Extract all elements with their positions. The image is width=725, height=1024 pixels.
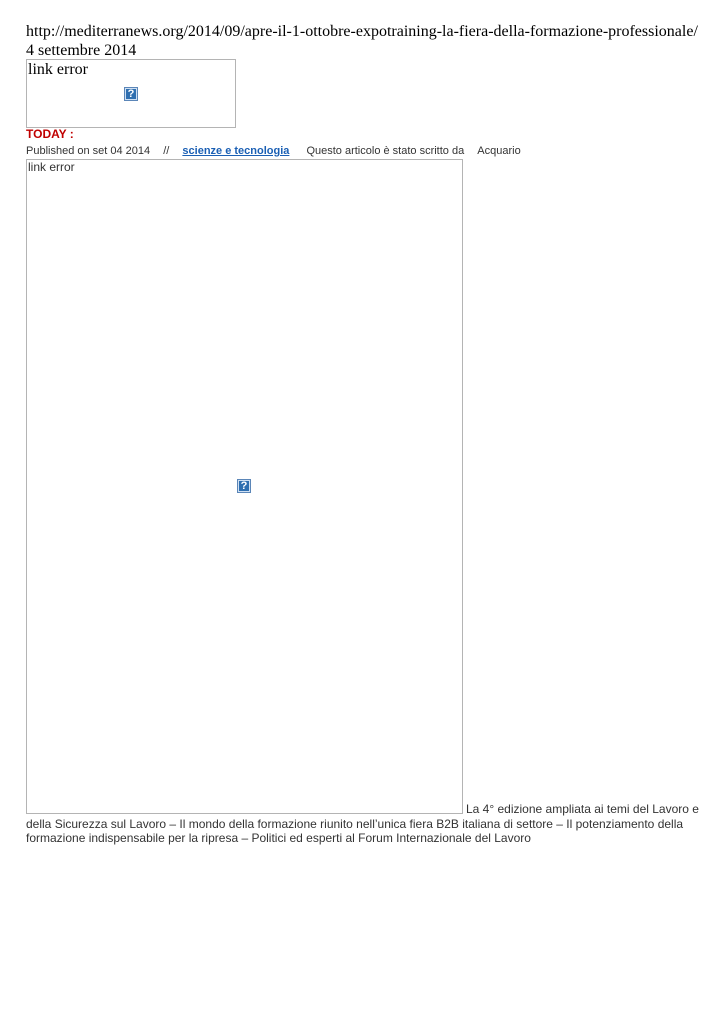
main-image-alt-text: link error [28, 160, 75, 174]
today-label: TODAY : [26, 127, 74, 141]
broken-image-icon: ? [237, 479, 251, 493]
lead-paragraph-first-line: La 4° edizione ampliata ai temi del Lavoro e [466, 802, 699, 816]
published-date: Published on set 04 2014 [26, 145, 151, 157]
lead-paragraph: della Sicurezza sul Lavoro – Il mondo della formazione riunito nell’unica fiera B2B italiana di settore – Il potenziamento della formazione indispensabile per la ripresa – Politici ed esperti al Forum Internazionale del Lavoro [26, 817, 684, 845]
main-image-placeholder [26, 159, 463, 814]
broken-image-icon: ? [124, 87, 138, 101]
article-date: 4 settembre 2014 [26, 42, 137, 59]
author-label: Questo articolo è stato scritto da [306, 145, 465, 157]
author-name: Acquario [477, 145, 521, 157]
source-url[interactable]: http://mediterranews.org/2014/09/apre-il-1-ottobre-expotraining-la-fiera-della-formazione-professionale/ [26, 23, 698, 40]
top-image-placeholder [26, 59, 236, 128]
category-link[interactable]: scienze e tecnologia [182, 145, 290, 157]
article-meta [26, 145, 521, 158]
top-image-alt-text: link error [28, 61, 88, 78]
meta-separator: // [163, 145, 170, 157]
